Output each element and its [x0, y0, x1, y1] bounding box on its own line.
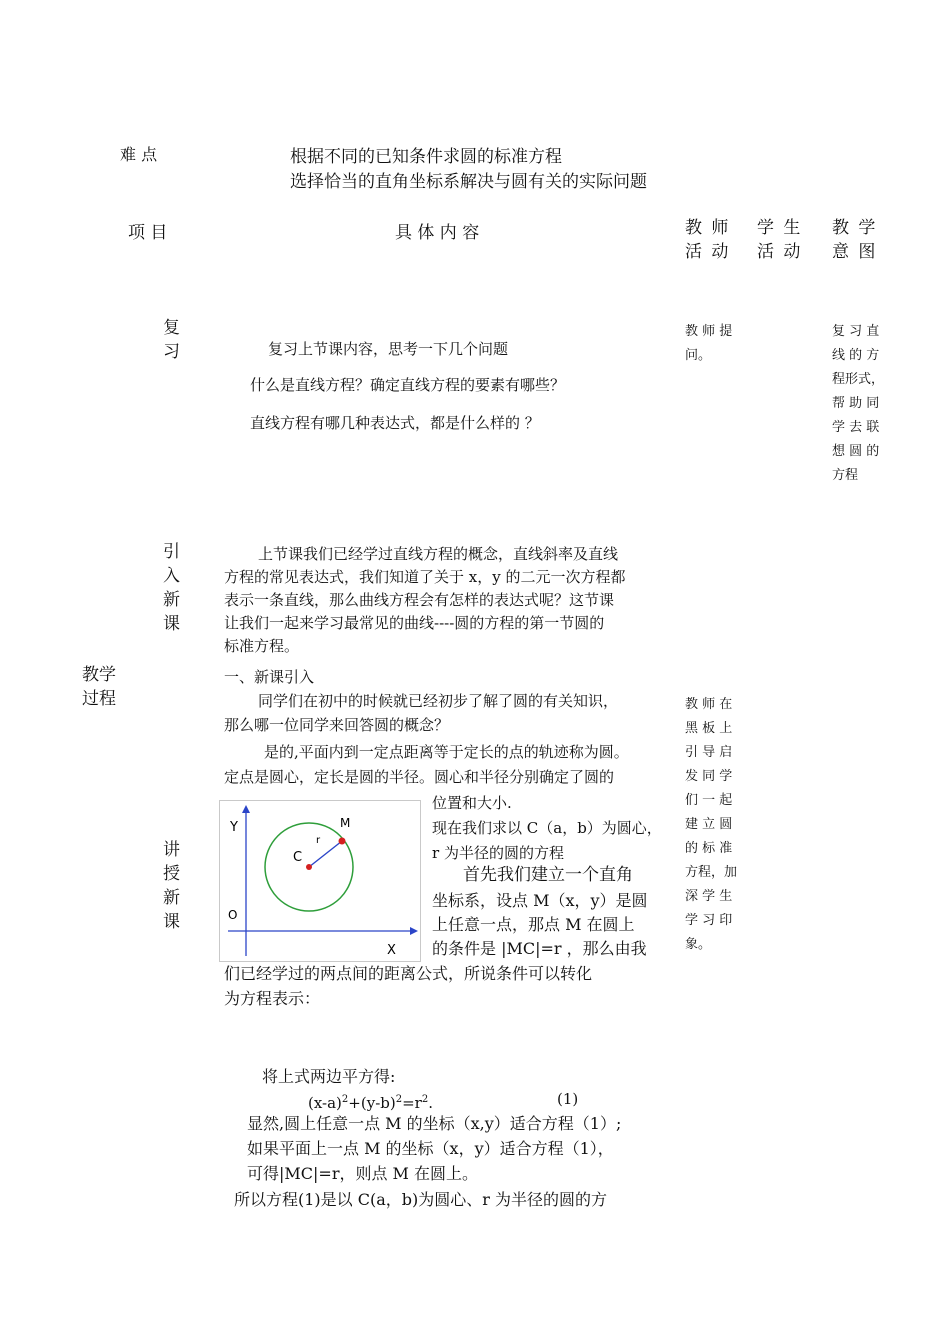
lecture-heading: 一、新课引入	[224, 668, 315, 686]
point-m-label: M	[340, 816, 351, 830]
circle-diagram	[219, 800, 421, 962]
lecture-line-3: 是的,平面内到一定点距离等于定长的点的轨迹称为圆。	[264, 743, 629, 761]
lecture-after-line-1: 们已经学过的两点间的距离公式，所说条件可以转化	[224, 964, 593, 983]
intro-line-2: 方程的常见表达式，我们知道了关于 x，y 的二元一次方程都	[224, 568, 626, 586]
y-axis-label: Y	[230, 820, 238, 835]
header-content: 具 体 内 容	[395, 223, 480, 243]
intro-label: 引 入 新 课	[163, 542, 180, 634]
review-label: 复 习	[163, 318, 180, 362]
lecture-side-line-2: 现在我们求以 C（a，b）为圆心，	[432, 819, 662, 837]
point-m	[339, 838, 346, 845]
lecture-side-line-4: 首先我们建立一个直角	[463, 865, 633, 885]
difficulty-line-2: 选择恰当的直角坐标系解决与圆有关的实际问题	[290, 172, 647, 192]
conclusion-line-1: 显然,圆上任意一点 M 的坐标（x,y）适合方程（1）;	[247, 1114, 622, 1133]
conclusion-line-3: 可得|MC|=r，则点 M 在圆上。	[247, 1164, 479, 1183]
center-point	[306, 864, 312, 870]
review-intent-note: 复 习 直 线 的 方 程形式， 帮 助 同 学 去 联 想 圆 的 方程	[832, 324, 885, 483]
radius-line	[309, 841, 342, 867]
intro-line-4: 让我们一起来学习最常见的曲线----圆的方程的第一节圆的	[224, 614, 605, 632]
y-axis-arrow	[242, 805, 250, 813]
header-student: 学 生 活 动	[757, 218, 803, 262]
x-axis-label: X	[387, 943, 396, 958]
intro-line-5: 标准方程。	[224, 637, 300, 655]
process-label: 教学 过程	[82, 665, 116, 709]
intro-line-1: 上节课我们已经学过直线方程的概念，直线斜率及直线	[258, 545, 619, 563]
lecture-side-line-7: 的条件是 |MC|=r ，那么由我	[432, 939, 647, 958]
lecture-label: 讲 授 新 课	[163, 840, 180, 932]
lecture-line-4: 定点是圆心，定长是圆的半径。圆心和半径分别确定了圆的	[224, 768, 615, 786]
x-axis-arrow	[410, 927, 418, 935]
center-label: C	[293, 850, 303, 865]
radius-label: r	[316, 835, 321, 846]
review-line-1: 复习上节课内容，思考一下几个问题	[268, 340, 509, 358]
header-intent: 教 学 意 图	[832, 218, 878, 262]
lecture-line-2: 那么哪一位同学来回答圆的概念？	[224, 716, 450, 734]
lecture-side-line-6: 上任意一点，那点 M 在圆上	[432, 915, 635, 934]
square-text: 将上式两边平方得:	[262, 1067, 396, 1086]
lecture-side-line-5: 坐标系，设点 M（x，y）是圆	[432, 891, 648, 910]
difficulty-line-1: 根据不同的已知条件求圆的标准方程	[290, 147, 562, 167]
lecture-after-line-2: 为方程表示：	[224, 989, 321, 1008]
equation-number: (1)	[557, 1090, 579, 1108]
conclusion-line-4: 所以方程(1)是以 C(a，b)为圆心、r 为半径的圆的方	[234, 1190, 607, 1209]
intro-line-3: 表示一条直线，那么曲线方程会有怎样的表达式呢？这节课	[224, 591, 615, 609]
origin-label: O	[228, 908, 238, 922]
lecture-side-line-1: 位置和大小.	[432, 794, 512, 812]
header-teacher: 教 师 活 动	[685, 218, 731, 262]
review-teacher-note: 教 师 提 问。	[685, 324, 733, 363]
review-line-2: 什么是直线方程？确定直线方程的要素有哪些？	[250, 376, 566, 394]
lecture-teacher-note: 教 师 在 黑 板 上 引 导 启 发 同 学 们 一 起 建 立 圆 的 标 准 方程，加 深 学 生 学 习 印 象。	[685, 697, 738, 952]
review-line-3: 直线方程有哪几种表达式，都是什么样的 ？	[250, 414, 540, 432]
equation-1: $(x-a)^2+(y-b)^2=r^2$.	[308, 1094, 433, 1112]
circle-diagram-svg	[220, 801, 420, 961]
conclusion-line-2: 如果平面上一点 M 的坐标（x，y）适合方程（1），	[247, 1139, 614, 1158]
lecture-line-1: 同学们在初中的时候就已经初步了解了圆的有关知识，	[258, 692, 619, 710]
header-item: 项 目	[128, 223, 168, 243]
lecture-side-line-3: r 为半径的圆的方程	[432, 844, 564, 862]
difficulty-label: 难 点	[120, 145, 158, 164]
